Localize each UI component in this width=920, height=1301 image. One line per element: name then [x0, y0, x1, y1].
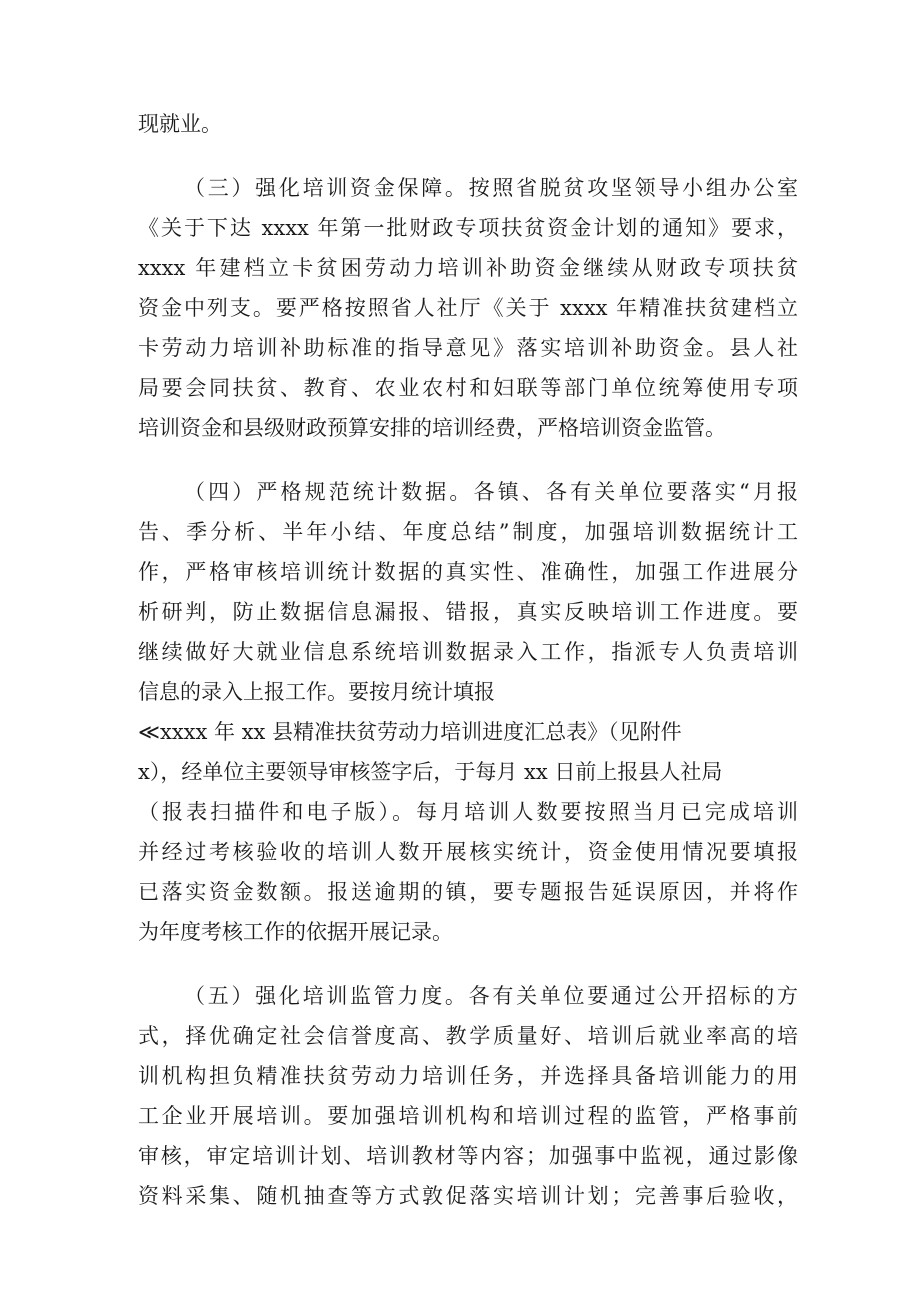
text-line: 资料采集、随机抽查等方式敦促落实培训计划；完善事后验收，	[138, 1184, 798, 1208]
text-line: 培训资金和县级财政预算安排的培训经费，严格培训资金监管。	[138, 416, 726, 440]
paragraph-gap	[138, 144, 798, 168]
text-line: 并经过考核验收的培训人数开展核实统计，资金使用情况要填报	[138, 840, 798, 864]
text-line: ≪xxxx 年 xx 县精准扶贫劳动力培训进度汇总表》（见附件	[138, 720, 682, 744]
text-line: 作，严格审核培训统计数据的真实性、准确性，加强工作进展分	[138, 560, 798, 584]
text-line: 工企业开展培训。要加强培训机构和培训过程的监管，严格事前	[138, 1104, 798, 1128]
text-line: 析研判，防止数据信息漏报、错报，真实反映培训工作进度。要	[138, 600, 798, 624]
text-line: 信息的录入上报工作。要按月统计填报	[138, 680, 495, 704]
paragraph-4-first-line: （四）严格规范统计数据。各镇、各有关单位要落实“月报	[184, 480, 798, 504]
text-line: 《关于下达 xxxx 年第一批财政专项扶贫资金计划的通知》要求，	[138, 216, 798, 240]
text-line: 告、季分析、半年小结、年度总结”制度，加强培训数据统计工	[138, 520, 798, 544]
text-line: x），经单位主要领导审核签字后，于每月 xx 日前上报县人社局	[138, 760, 723, 784]
text-line: 为年度考核工作的依据开展记录。	[138, 920, 453, 944]
paragraph-gap	[138, 952, 798, 976]
text-line: 式，择优确定社会信誉度高、教学质量好、培训后就业率高的培	[138, 1024, 798, 1048]
text-line: 继续做好大就业信息系统培训数据录入工作，指派专人负责培训	[138, 640, 798, 664]
text-line: 审核，审定培训计划、培训教材等内容；加强事中监视，通过影像	[138, 1144, 798, 1168]
text-line: 现就业。	[138, 112, 222, 136]
text-line: 资金中列支。要严格按照省人社厅《关于 xxxx 年精准扶贫建档立	[138, 296, 798, 320]
document-body	[138, 104, 798, 1216]
paragraph-gap	[138, 448, 798, 472]
text-line: 训机构担负精准扶贫劳动力培训任务，并选择具备培训能力的用	[138, 1064, 798, 1088]
text-line: 已落实资金数额。报送逾期的镇，要专题报告延误原因，并将作	[138, 880, 798, 904]
paragraph-5-first-line: （五）强化培训监管力度。各有关单位要通过公开招标的方	[184, 984, 798, 1008]
paragraph-3-first-line: （三）强化培训资金保障。按照省脱贫攻坚领导小组办公室	[184, 176, 798, 200]
text-line: （报表扫描件和电子版）。每月培训人数要按照当月已完成培训	[138, 800, 798, 824]
text-line: 局要会同扶贫、教育、农业农村和妇联等部门单位统筹使用专项	[138, 376, 798, 400]
text-line: 卡劳动力培训补助标准的指导意见》落实培训补助资金。县人社	[138, 336, 798, 360]
text-line: xxxx 年建档立卡贫困劳动力培训补助资金继续从财政专项扶贫	[138, 256, 798, 280]
